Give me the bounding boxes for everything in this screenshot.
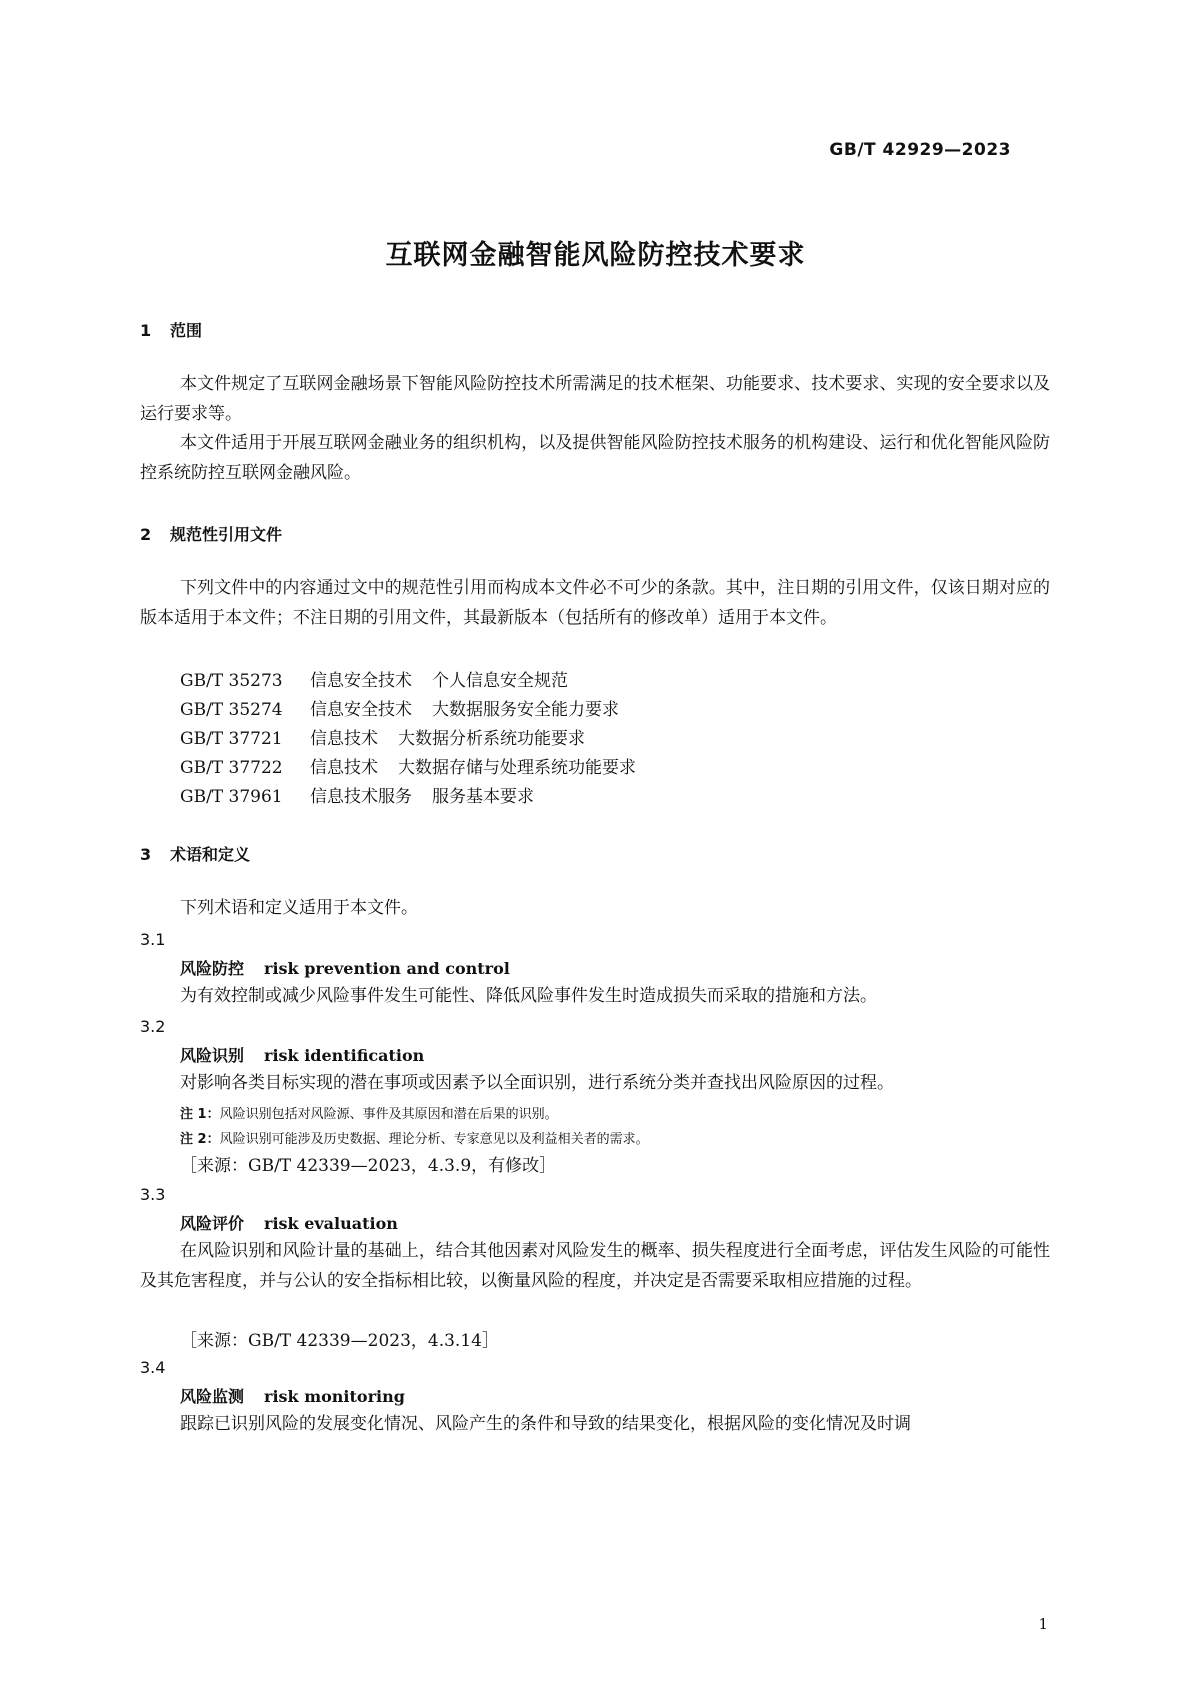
term-chinese: 风险防控 xyxy=(180,959,245,978)
document-title: 互联网金融智能风险防控技术要求 xyxy=(385,240,806,271)
term-chinese: 风险评价 xyxy=(180,1214,245,1233)
page-number: 1 xyxy=(1038,1615,1048,1633)
term-number: 3.2 xyxy=(140,1017,166,1036)
term-number: 3.4 xyxy=(140,1358,166,1377)
term-definition: 在风险识别和风险计量的基础上，结合其他因素对风险发生的概率、损失程度进行全面考虑，评估发生风险的可能性及其危害程度，并与公认的安全指标相比较，以衡量风险的程度，并决定是否需要采取相应措施的过程。 xyxy=(140,1241,1050,1291)
term-source: ［来源：GB/T 42339—2023，4.3.14］ xyxy=(180,1331,499,1351)
section-title: 术语和定义 xyxy=(170,845,251,864)
term-english: risk monitoring xyxy=(264,1387,405,1406)
term-chinese: 风险识别 xyxy=(180,1046,245,1065)
reference-code: GB/T 37722 xyxy=(180,758,283,778)
reference-row xyxy=(180,695,619,720)
reference-title-part-1: 信息技术服务 xyxy=(310,787,412,807)
term-chinese: 风险监测 xyxy=(180,1387,245,1406)
term-definition: 为有效控制或减少风险事件发生可能性、降低风险事件发生时造成损失而采取的措施和方法。 xyxy=(180,986,877,1006)
reference-title-part-1: 信息技术 xyxy=(310,729,378,749)
term-definition: 对影响各类目标实现的潜在事项或因素予以全面识别，进行系统分类并查找出风险原因的过程。 xyxy=(180,1073,894,1093)
section-3-heading xyxy=(140,842,250,865)
term-heading xyxy=(180,1384,405,1407)
term-heading xyxy=(180,1211,398,1234)
section-2-intro: 下列文件中的内容通过文中的规范性引用而构成本文件必不可少的条款。其中，注日期的引用文件，仅该日期对应的版本适用于本文件；不注日期的引用文件，其最新版本（包括所有的修改单）适用于本文件。 xyxy=(140,578,1050,628)
reference-code: GB/T 35274 xyxy=(180,700,283,720)
term-english: risk evaluation xyxy=(264,1214,398,1233)
reference-title-part-2: 大数据分析系统功能要求 xyxy=(398,729,585,749)
term-heading xyxy=(180,1043,424,1066)
note-label: 注 1： xyxy=(180,1107,220,1122)
term-number: 3.1 xyxy=(140,930,166,949)
term-note xyxy=(180,1128,649,1147)
section-1-paragraph-2: 本文件适用于开展互联网金融业务的组织机构，以及提供智能风险防控技术服务的机构建设、运行和优化智能风险防控系统防控互联网金融风险。 xyxy=(140,433,1050,483)
reference-code: GB/T 37721 xyxy=(180,729,283,749)
standard-code: GB/T 42929—2023 xyxy=(829,140,1011,160)
note-text: 风险识别包括对风险源、事件及其原因和潜在后果的识别。 xyxy=(219,1107,558,1122)
reference-title-part-1: 信息安全技术 xyxy=(310,671,412,691)
note-label: 注 2： xyxy=(180,1132,220,1147)
term-heading xyxy=(180,956,510,979)
term-note xyxy=(180,1103,558,1122)
term-definition: 跟踪已识别风险的发展变化情况、风险产生的条件和导致的结果变化，根据风险的变化情况及时调 xyxy=(180,1414,911,1434)
reference-row xyxy=(180,782,534,807)
reference-row xyxy=(180,753,636,778)
reference-code: GB/T 37961 xyxy=(180,787,283,807)
term-english: risk prevention and control xyxy=(264,959,510,978)
reference-row xyxy=(180,724,585,749)
section-number: 2 xyxy=(140,525,152,544)
term-source: ［来源：GB/T 42339—2023，4.3.9，有修改］ xyxy=(180,1156,557,1176)
reference-row xyxy=(180,666,568,691)
reference-title-part-1: 信息技术 xyxy=(310,758,378,778)
section-1-paragraph-1: 本文件规定了互联网金融场景下智能风险防控技术所需满足的技术框架、功能要求、技术要求、实现的安全要求以及运行要求等。 xyxy=(140,374,1050,424)
section-2-heading xyxy=(140,522,282,545)
reference-code: GB/T 35273 xyxy=(180,671,283,691)
section-3-intro: 下列术语和定义适用于本文件。 xyxy=(180,898,418,918)
reference-title-part-2: 大数据存储与处理系统功能要求 xyxy=(398,758,636,778)
note-text: 风险识别可能涉及历史数据、理论分析、专家意见以及利益相关者的需求。 xyxy=(219,1132,649,1147)
reference-title-part-2: 大数据服务安全能力要求 xyxy=(432,700,619,720)
reference-title-part-1: 信息安全技术 xyxy=(310,700,412,720)
reference-title-part-2: 个人信息安全规范 xyxy=(432,671,568,691)
term-number: 3.3 xyxy=(140,1185,166,1204)
reference-title-part-2: 服务基本要求 xyxy=(432,787,534,807)
section-title: 规范性引用文件 xyxy=(170,525,283,544)
section-1-heading xyxy=(140,318,202,341)
term-english: risk identification xyxy=(264,1046,425,1065)
section-title: 范围 xyxy=(170,321,203,340)
section-number: 3 xyxy=(140,845,152,864)
section-number: 1 xyxy=(140,321,152,340)
